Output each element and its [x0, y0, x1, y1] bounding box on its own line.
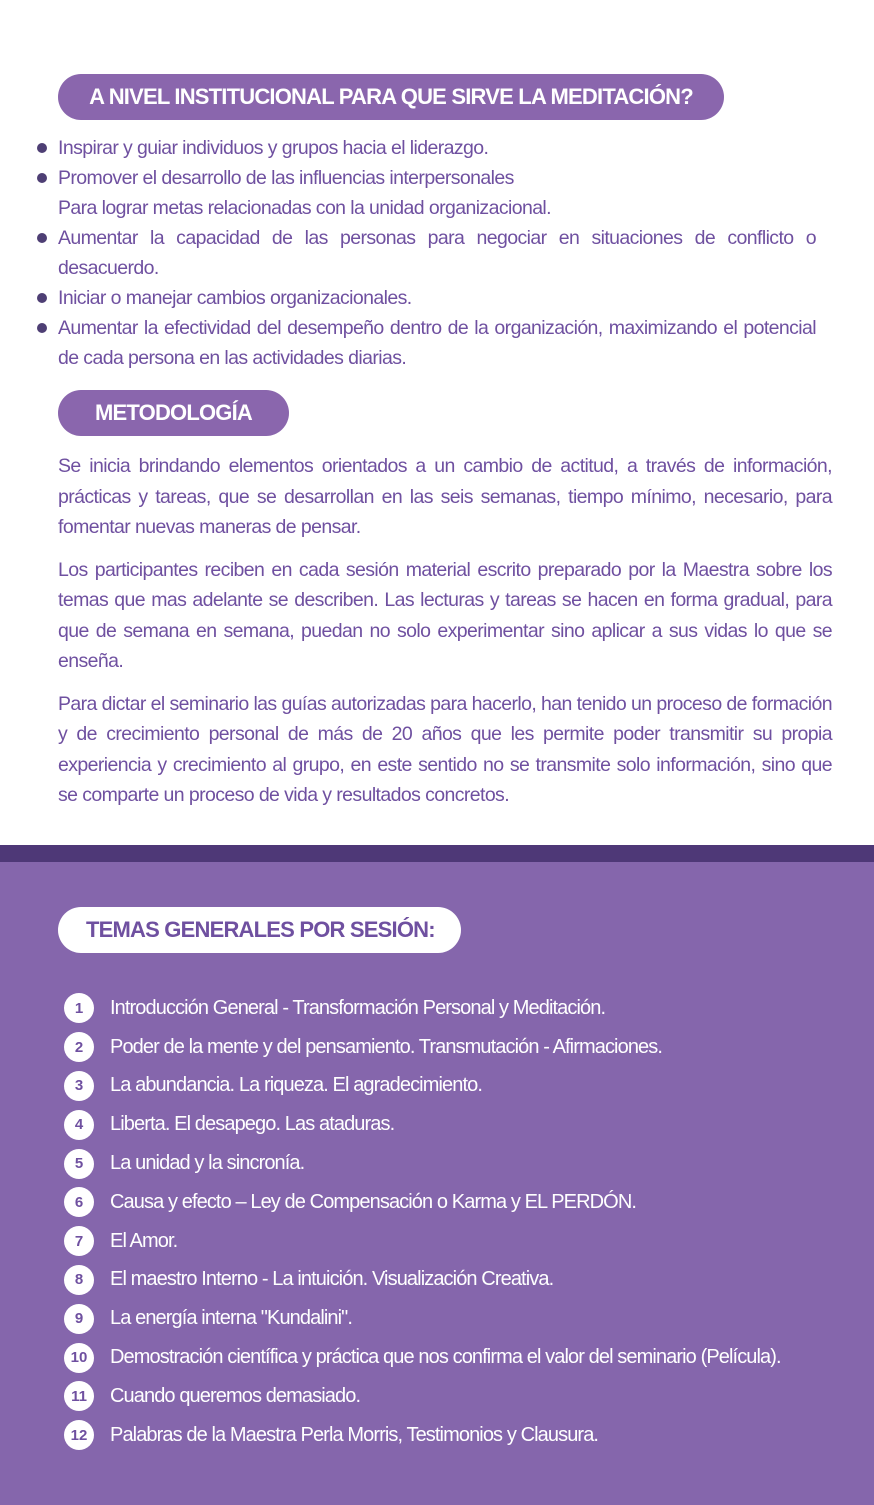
paragraph: Para dictar el seminario las guías autorizadas para hacerlo, han tenido un proceso de formación y de crecimiento personal de más de 20 años que les permite poder transmitir su propia experiencia y crecimiento al grupo, en este sentido no se transmite solo información, sino que se comparte un proceso de vida y resultados concretos. — [58, 692, 832, 806]
topic-item — [0, 1028, 874, 1067]
bullet-icon — [37, 233, 47, 243]
number-badge: 12 — [64, 1420, 94, 1450]
topic-text: Introducción General - Transformación Personal y Meditación. — [110, 996, 606, 1019]
number-badge: 4 — [64, 1110, 94, 1140]
number-badge: 6 — [64, 1187, 94, 1217]
bullet-text: Promover el desarrollo de las influencias interpersonales — [58, 167, 514, 189]
bullet-text: Aumentar la capacidad de las personas para negociar en situaciones de conflicto o desacuerdo. — [58, 227, 816, 279]
topic-item — [0, 1377, 874, 1416]
topic-item — [0, 1261, 874, 1300]
topic-item — [0, 1299, 874, 1338]
number-badge: 8 — [64, 1265, 94, 1295]
paragraph: Los participantes reciben en cada sesión material escrito preparado por la Maestra sobre los temas que mas adelante se describen. Las lecturas y tareas se hacen en forma gradual, para que de semana en semana, puedan no solo experimentar sino aplicar a sus vidas lo que se enseña. — [58, 558, 832, 672]
topic-text: Cuando queremos demasiado. — [110, 1384, 361, 1407]
divider-band — [0, 845, 874, 862]
list-item — [0, 313, 874, 373]
topic-text: La energía interna "Kundalini". — [110, 1307, 353, 1330]
topic-text: Liberta. El desapego. Las ataduras. — [110, 1113, 395, 1136]
number-badge: 3 — [64, 1071, 94, 1101]
number-badge: 1 — [64, 993, 94, 1023]
topic-text: La unidad y la sincronía. — [110, 1152, 305, 1175]
topic-text: La abundancia. La riqueza. El agradecimiento. — [110, 1074, 483, 1097]
bullet-text: Inspirar y guiar individuos y grupos hacia el liderazgo. — [58, 137, 489, 159]
topic-item — [0, 1105, 874, 1144]
number-badge: 10 — [64, 1343, 94, 1373]
list-item — [0, 133, 874, 163]
section-heading-institutional: A NIVEL INSTITUCIONAL PARA QUE SIRVE LA MEDITACIÓN? — [58, 74, 724, 120]
benefits-list — [0, 133, 874, 373]
bullet-icon — [37, 143, 47, 153]
topics-list — [0, 989, 874, 1455]
bullet-text: Para lograr metas relacionadas con la unidad organizacional. — [58, 197, 551, 219]
bullet-icon — [37, 173, 47, 183]
topic-item — [0, 989, 874, 1028]
topic-item — [0, 1416, 874, 1455]
topic-text: El Amor. — [110, 1229, 178, 1252]
bullet-text: Iniciar o manejar cambios organizacionales. — [58, 287, 412, 309]
topic-item — [0, 1338, 874, 1377]
number-badge: 5 — [64, 1149, 94, 1179]
topic-text: Palabras de la Maestra Perla Morris, Testimonios y Clausura. — [110, 1423, 599, 1446]
topic-text: Demostración científica y práctica que nos confirma el valor del seminario (Película). — [110, 1346, 781, 1369]
topic-item — [0, 1222, 874, 1261]
number-badge: 9 — [64, 1304, 94, 1334]
topic-text: El maestro Interno - La intuición. Visualización Creativa. — [110, 1268, 554, 1291]
section-heading-topics: TEMAS GENERALES POR SESIÓN: — [58, 907, 461, 953]
number-badge: 11 — [64, 1381, 94, 1411]
bullet-icon — [37, 293, 47, 303]
topic-text: Poder de la mente y del pensamiento. Transmutación - Afirmaciones. — [110, 1035, 663, 1058]
topic-item — [0, 1144, 874, 1183]
methodology-text — [58, 451, 832, 823]
list-item — [0, 283, 874, 313]
topic-item — [0, 1067, 874, 1106]
list-item — [0, 163, 874, 193]
list-item-continuation — [0, 193, 874, 223]
number-badge: 2 — [64, 1032, 94, 1062]
number-badge: 7 — [64, 1226, 94, 1256]
list-item — [0, 223, 874, 283]
paragraph: Se inicia brindando elementos orientados a un cambio de actitud, a través de información, prácticas y tareas, que se desarrollan en las seis semanas, tiempo mínimo, necesario, para fomentar nuevas maneras de pensar. — [58, 455, 832, 538]
bullet-text: Aumentar la efectividad del desempeño dentro de la organización, maximizando el potencial de cada persona en las actividades diarias. — [58, 317, 816, 369]
topic-item — [0, 1183, 874, 1222]
section-heading-methodology: METODOLOGÍA — [58, 390, 289, 436]
topic-text: Causa y efecto – Ley de Compensación o Karma y EL PERDÓN. — [110, 1190, 637, 1213]
bullet-icon — [37, 323, 47, 333]
